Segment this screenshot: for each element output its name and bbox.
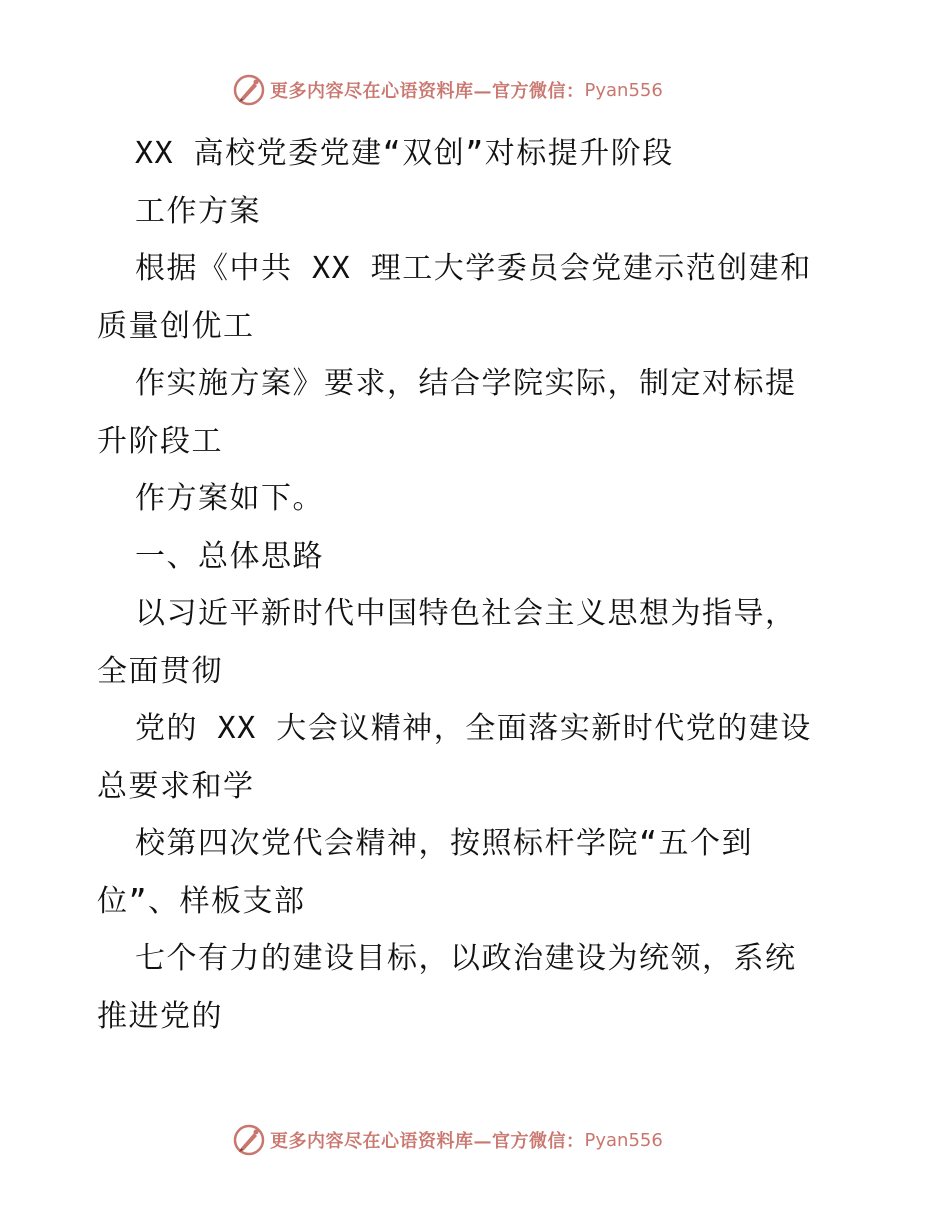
paragraph-line: 总要求和学 — [97, 768, 255, 804]
title-line-2: 工作方案 — [135, 193, 261, 229]
paragraph-line: 作方案如下。 — [135, 481, 324, 516]
paragraph-line: 七个有力的建设目标，以政治建设为统领，系统 — [135, 941, 797, 976]
header-watermark-banner — [232, 72, 663, 108]
pen-logo-icon — [232, 1123, 266, 1157]
paragraph-line: 升阶段工 — [97, 423, 223, 459]
title-line-1: XX 高校党委党建“双创”对标提升阶段 — [135, 136, 674, 171]
paragraph-line: 推进党的 — [97, 998, 223, 1034]
document-body — [97, 125, 857, 1045]
watermark-text: 更多内容尽在心语资料库—官方微信： — [270, 1131, 585, 1152]
section-heading: 一、总体思路 — [135, 538, 324, 574]
paragraph-line: 质量创优工 — [97, 308, 255, 344]
paragraph-line: 根据《中共 XX 理工大学委员会党建示范创建和 — [135, 251, 812, 286]
watermark-text: 更多内容尽在心语资料库—官方微信： — [270, 81, 585, 102]
watermark-wechat-id: Pyan556 — [584, 1129, 663, 1151]
paragraph-line: 党的 XX 大会议精神，全面落实新时代党的建设 — [135, 711, 812, 746]
paragraph-line: 作实施方案》要求，结合学院实际，制定对标提 — [135, 366, 797, 401]
paragraph-line: 校第四次党代会精神，按照标杆学院“五个到 — [135, 826, 754, 861]
paragraph-line: 位”、样板支部 — [97, 883, 306, 919]
footer-watermark-banner — [232, 1122, 663, 1158]
watermark-wechat-id: Pyan556 — [584, 79, 663, 101]
paragraph-line: 以习近平新时代中国特色社会主义思想为指导， — [135, 596, 797, 631]
paragraph-line: 全面贯彻 — [97, 653, 223, 689]
pen-logo-icon — [232, 73, 266, 107]
